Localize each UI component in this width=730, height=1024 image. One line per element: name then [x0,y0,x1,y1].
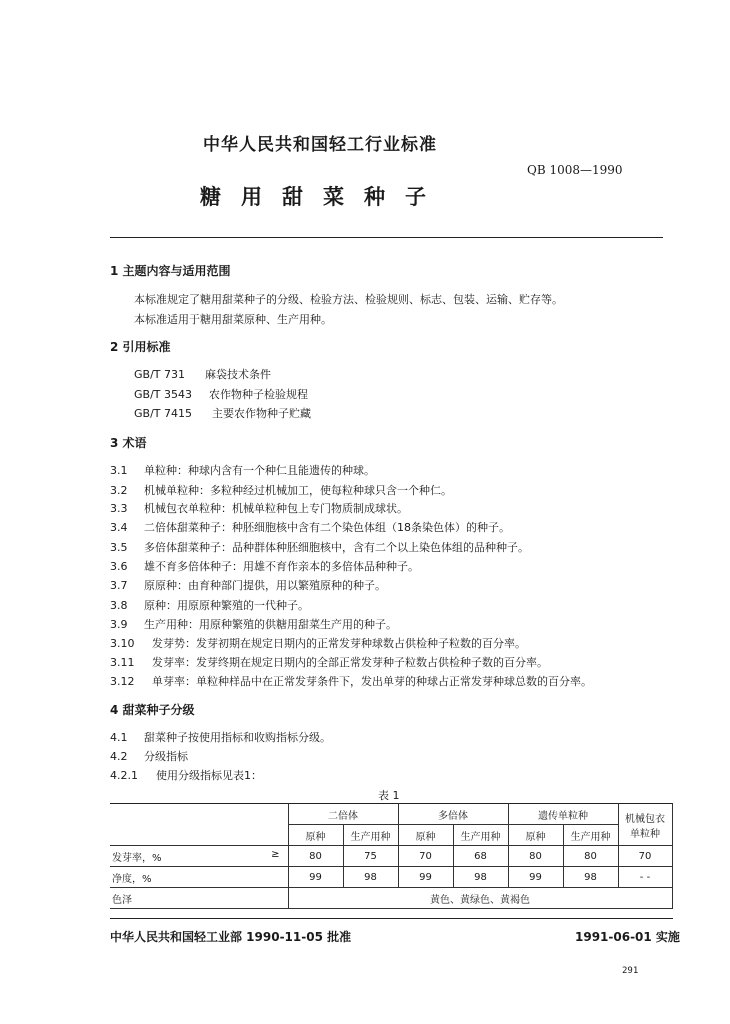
term-item [110,673,592,689]
document-title: 糖用甜菜种子 [200,185,446,209]
term-text: 二倍体甜菜种子：种胚细胞核中含有二个染色体组（18条染色体）的种子。 [144,521,510,534]
term-number: 3.8 [110,599,128,612]
reference-name: 麻袋技术条件 [205,368,271,381]
term-item [110,577,386,593]
value-cell: 80 [563,846,618,867]
clause-number: 4.2 [110,750,128,763]
footer-divider [110,918,673,919]
subheader-cell: 生产用种 [563,825,618,846]
term-item [110,539,529,555]
section-1-paragraph-1: 本标准规定了糖用甜菜种子的分级、检验方法、检验规则、标志、包装、运输、贮存等。 [134,293,563,306]
table-row [110,888,672,909]
row-label-color: 色泽 [110,888,288,909]
term-text: 机械单粒种：多粒种经过机械加工，使每粒种球只含一个种仁。 [144,484,452,497]
term-number: 3.3 [110,502,128,515]
group-header-diploid: 二倍体 [288,804,398,825]
row-label-purity: 净度，% [110,867,288,888]
value-cell: 99 [508,867,563,888]
term-text: 多倍体甜菜种子：品种群体种胚细胞核中，含有二个以上染色体组的品种种子。 [144,541,529,554]
clause-item [110,748,188,764]
subheader-cell: 生产用种 [343,825,398,846]
value-cell: 70 [618,846,672,867]
term-number: 3.11 [110,656,135,669]
term-number: 3.6 [110,560,128,573]
term-text: 原原种：由育种部门提供，用以繁殖原种的种子。 [144,579,386,592]
subheader-cell: 原种 [508,825,563,846]
value-cell: 70 [398,846,453,867]
group-header-polyploid: 多倍体 [398,804,508,825]
issuing-organization: 中华人民共和国轻工行业标准 [203,135,437,155]
table-row [110,846,672,867]
standard-code: QB 1008—1990 [527,163,623,177]
value-cell: 98 [563,867,618,888]
row-label-germination: 发芽率，% ≥ [110,846,288,867]
term-text: 生产用种：用原种繁殖的供糖用甜菜生产用的种子。 [144,618,397,631]
subheader-cell: 原种 [398,825,453,846]
mech-header-line-2: 单粒种 [630,828,660,840]
reference-code: GB/T 3543 [134,388,192,401]
term-item [110,654,548,670]
value-cell: 80 [508,846,563,867]
value-cell: 98 [453,867,508,888]
subheader-cell: 原种 [288,825,343,846]
section-1-paragraph-2: 本标准适用于糖用甜菜原种、生产用种。 [134,313,332,326]
term-text: 发芽势：发芽初期在规定日期内的正常发芽种球数占供检种子粒数的百分率。 [152,637,526,650]
value-cell: 98 [343,867,398,888]
clause-text: 分级指标 [144,750,188,763]
clause-number: 4.1 [110,731,128,744]
term-text: 原种：用原原种繁殖的一代种子。 [144,599,309,612]
term-text: 单芽率：单粒种样品中在正常发芽条件下，发出单芽的种球占正常发芽种球总数的百分率。 [152,675,592,688]
term-number: 3.5 [110,541,128,554]
value-cell: 99 [288,867,343,888]
header-divider [110,237,663,238]
value-cell: - - [618,867,672,888]
grading-table [110,803,673,909]
term-item [110,635,526,651]
term-number: 3.4 [110,521,128,534]
term-number: 3.1 [110,464,128,477]
term-item [110,558,419,574]
section-4-heading: 4 甜菜种子分级 [110,703,195,717]
value-cell: 75 [343,846,398,867]
term-text: 机械包衣单粒种：机械单粒种包上专门物质制成球状。 [144,502,408,515]
value-cell: 80 [288,846,343,867]
reference-name: 主要农作物种子贮藏 [212,407,311,420]
clause-item [110,767,262,783]
term-text: 单粒种：种球内含有一个种仁且能遗传的种球。 [144,464,375,477]
term-number: 3.10 [110,637,135,650]
term-item [110,462,375,478]
term-number: 3.2 [110,484,128,497]
subheader-cell: 生产用种 [453,825,508,846]
group-header-genetic-monogerm: 遗传单粒种 [508,804,618,825]
term-text: 雄不育多倍体种子：用雄不育作亲本的多倍体品种种子。 [144,560,419,573]
clause-text: 使用分级指标见表1： [156,769,262,782]
table-caption: 表 1 [378,789,400,802]
section-3-heading: 3 术语 [110,436,147,450]
reference-code: GB/T 731 [134,368,185,381]
clause-text: 甜菜种子按使用指标和收购指标分级。 [144,731,331,744]
term-item [110,597,309,613]
section-2-heading: 2 引用标准 [110,340,171,354]
reference-name: 农作物种子检验规程 [209,388,308,401]
term-item [110,500,408,516]
clause-number: 4.2.1 [110,769,138,782]
gte-operator: ≥ [271,848,280,860]
term-text: 发芽率：发芽终期在规定日期内的全部正常发芽种子粒数占供检种子数的百分率。 [152,656,548,669]
reference-item [134,405,311,421]
reference-item [134,386,308,402]
value-cell: 99 [398,867,453,888]
term-item [110,519,510,535]
approval-statement: 中华人民共和国轻工业部 1990-11-05 批准 [110,930,352,944]
section-1-heading: 1 主题内容与适用范围 [110,264,231,278]
value-cell: 68 [453,846,508,867]
reference-code: GB/T 7415 [134,407,192,420]
term-item [110,482,452,498]
clause-item [110,729,331,745]
group-header-mechanical-coated [618,804,672,846]
term-item [110,616,397,632]
page-number: 291 [622,966,639,976]
table-row [110,867,672,888]
color-value-cell: 黄色、黄绿色、黄褐色 [288,888,672,909]
reference-item [134,366,271,382]
term-number: 3.7 [110,579,128,592]
term-number: 3.9 [110,618,128,631]
effective-date: 1991-06-01 实施 [575,930,680,944]
table-corner-cell [110,804,288,846]
term-number: 3.12 [110,675,135,688]
mech-header-line-1: 机械包衣 [625,813,665,825]
